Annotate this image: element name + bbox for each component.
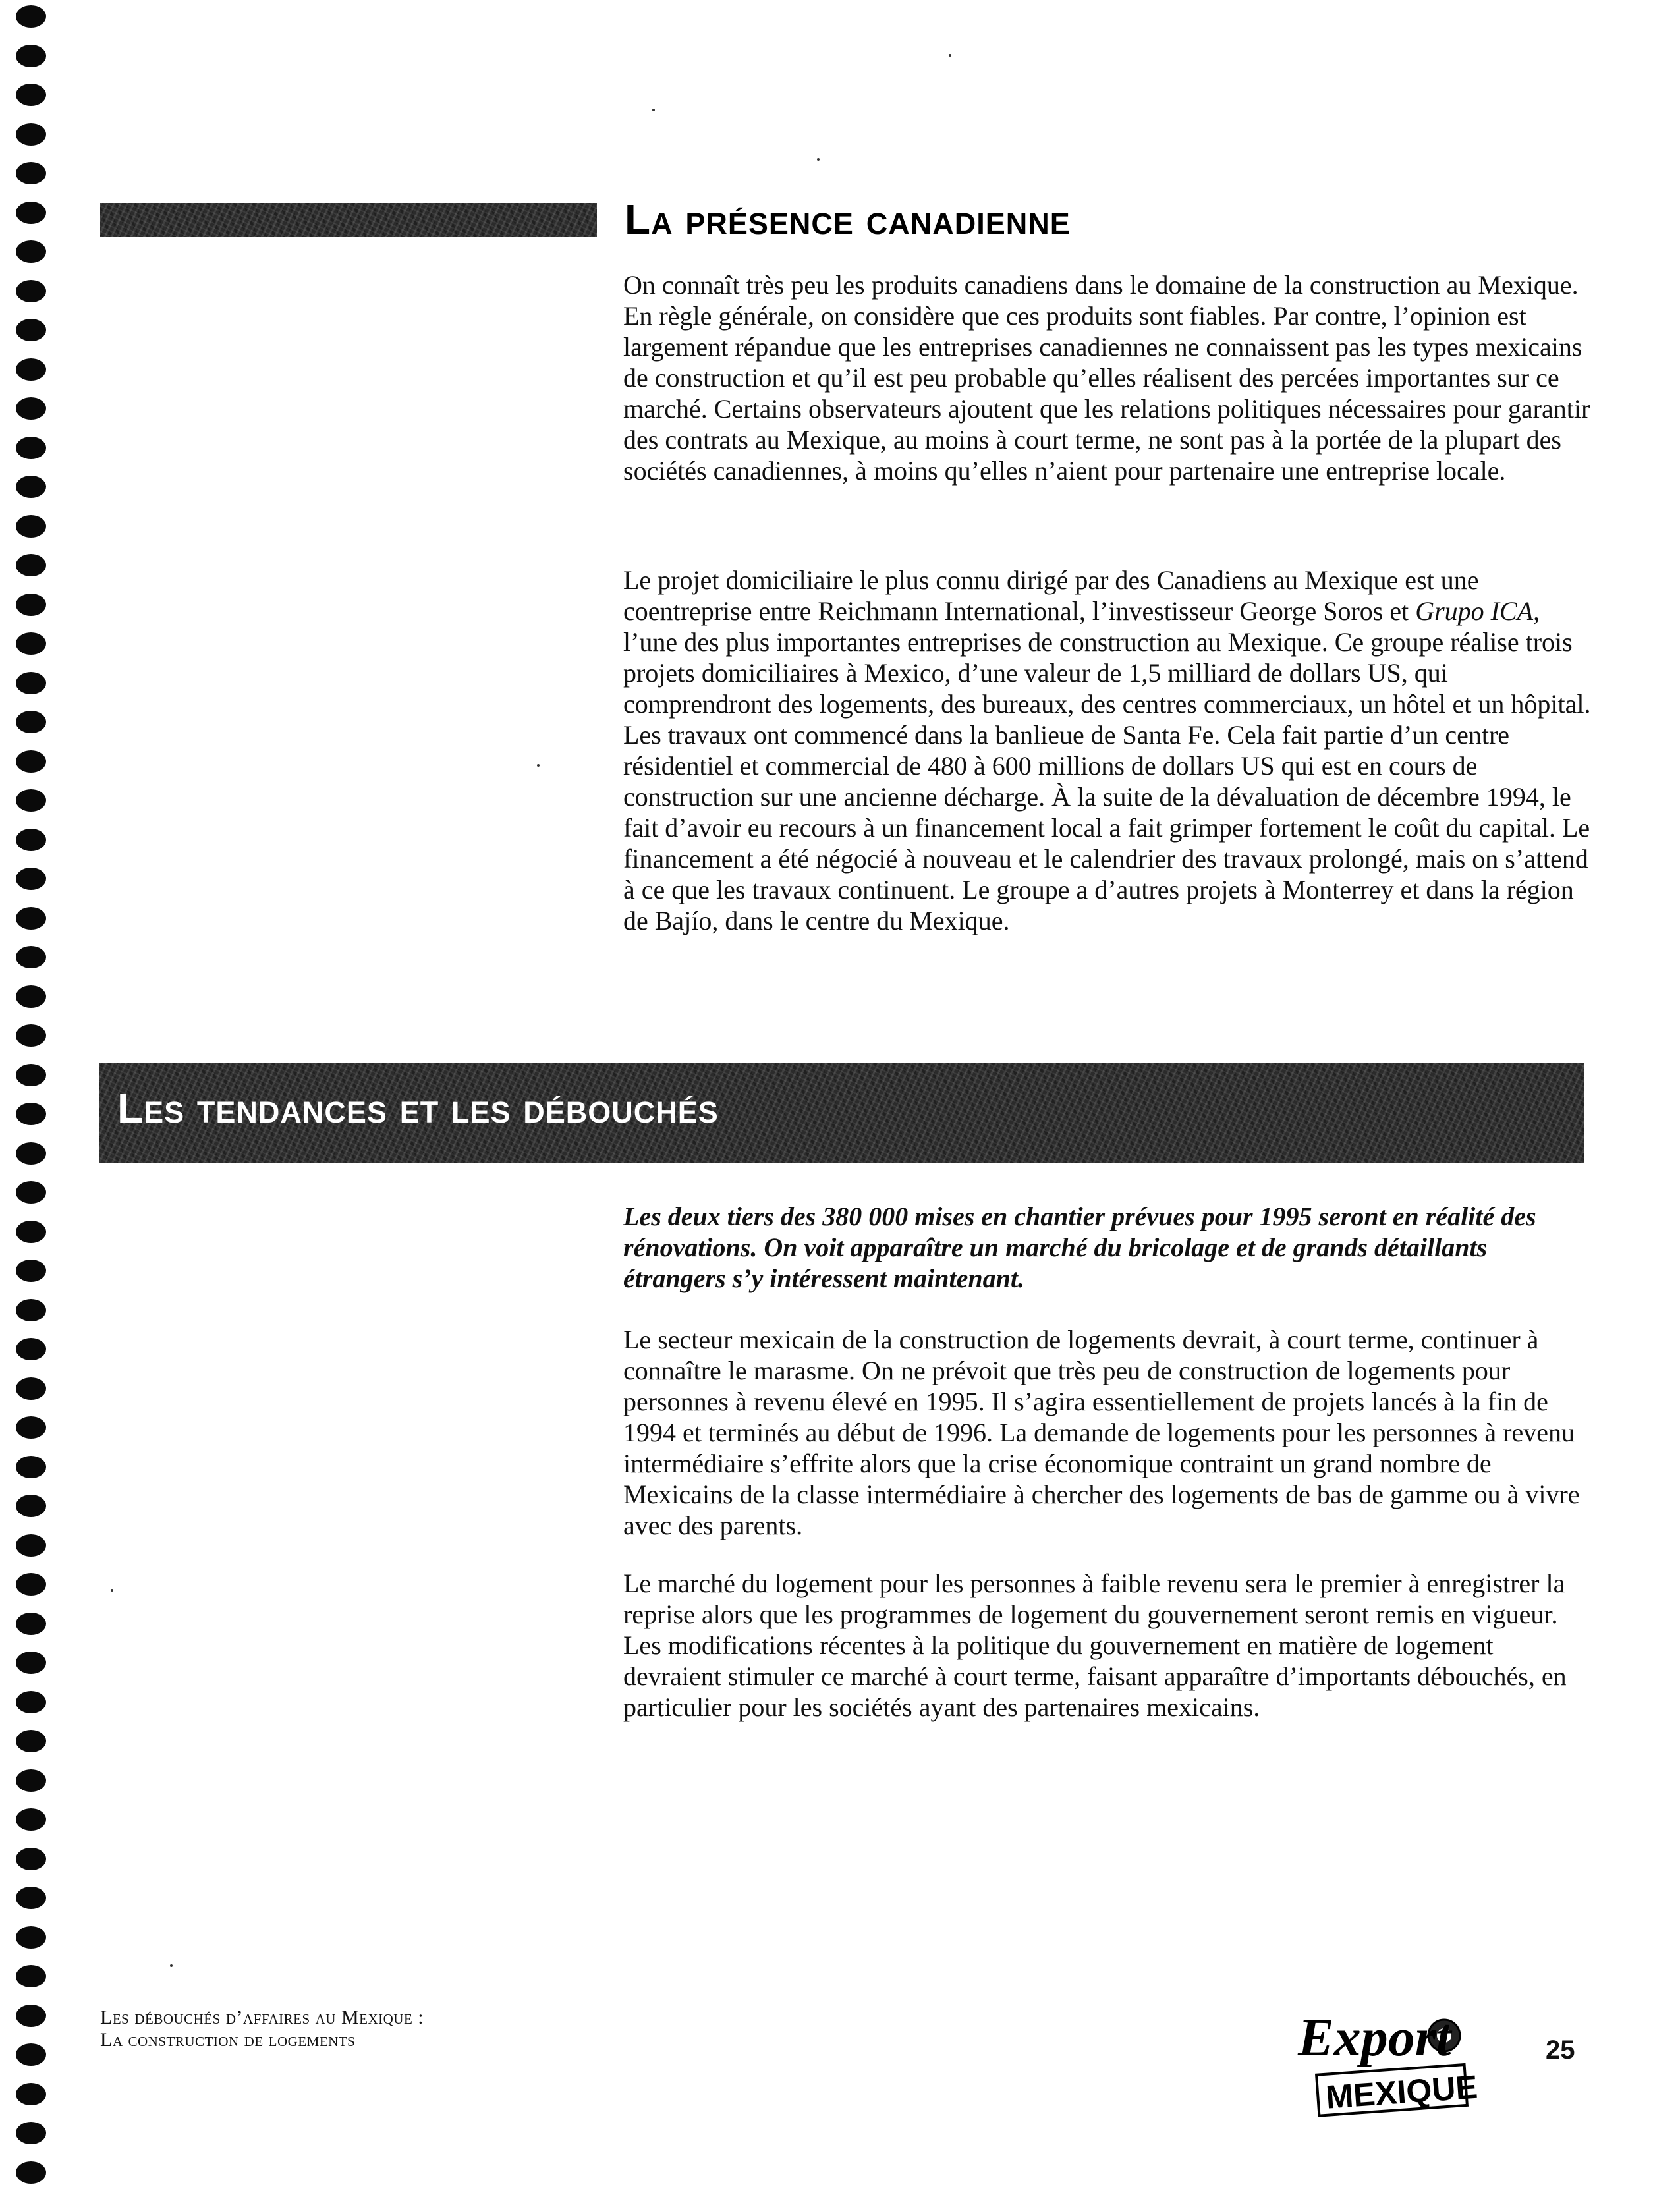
logo-graphic [1291,1996,1489,2121]
binder-hole [16,1456,46,1478]
paragraph: Le secteur mexicain de la construction de logements devrait, à court terme, continuer à connaître le marasme. On ne prévoit que très peu de construction de logements pour personnes à revenu élevé en 1995. Il s’agira essentiellement de projets lancés à la fin de 1994 et terminés au début de 1996. La demande de logements pour les personnes à revenu intermédiaire s’effrite alors que la crise économique contraint un grand nombre de Mexicains de la classe intermédiaire à chercher des logements de bas de gamme ou à vivre avec des parents. [623,1325,1580,1540]
binder-hole [16,202,46,224]
binder-hole [16,1377,46,1400]
binder-hole [16,1848,46,1870]
binder-hole [16,1416,46,1439]
scan-speck [170,1964,173,1967]
page-number: 25 [1546,2036,1575,2065]
binder-hole [16,476,46,498]
paragraph [623,565,1592,936]
binder-hole [16,1691,46,1713]
binder-hole [16,45,46,67]
binder-hole [16,1887,46,1909]
binder-hole [16,1221,46,1243]
scan-speck [111,1589,113,1592]
binder-hole [16,1064,46,1086]
binder-hole [16,1181,46,1204]
company-name-italic: Grupo ICA [1415,596,1534,626]
binder-hole [16,1652,46,1674]
binder-hole [16,750,46,773]
scan-speck [652,109,655,111]
binder-hole [16,319,46,341]
binder-hole [16,1769,46,1792]
binder-hole [16,1495,46,1517]
scan-speck [537,764,540,767]
paragraph: Le marché du logement pour les personnes à faible revenu sera le premier à enregistrer la reprise alors que les programmes de logement du gouvernement seront remis en vigueur. Les modifications récentes à la politique du gouvernement en matière de logement devraient stimuler ce marché à court terme, faisant apparaître d’importants débouchés, en particulier pour les sociétés ayant des partenaires mexicains. [623,1568,1567,1722]
footer-line-2: La construction de logements [100,2029,356,2051]
binder-holes [16,0,49,2193]
binder-hole [16,1926,46,1949]
section-title-presence-canadienne: La présence canadienne [625,196,1071,243]
binder-hole [16,1613,46,1635]
footer-publication-title [100,2007,424,2051]
binder-hole [16,554,46,576]
binder-hole [16,1534,46,1557]
binder-hole [16,358,46,381]
binder-hole [16,1103,46,1125]
binder-hole [16,2005,46,2027]
scan-speck [949,54,951,57]
binder-hole [16,1573,46,1596]
logo-word-mexique: MEXIQUE [1324,2068,1479,2116]
paragraph: On connaît très peu les produits canadiens dans le domaine de la construction au Mexique. En règle générale, on considère que ces produits sont fiables. Par contre, l’opinion est largement répandue que les entreprises canadiennes ne connaissent pas les types mexicains de construction et qu’il est peu probable qu’elles réalisent des percées importantes sur ce marché. Certains observateurs ajoutent que les relations politiques nécessaires pour garantir des contrats au Mexique, au moins à court terme, ne sont pas à la portée de la plupart des sociétés canadiennes, à moins qu’elles n’aient pour partenaire une entreprise locale. [623,270,1590,486]
binder-hole [16,240,46,263]
scan-speck [817,158,820,161]
binder-hole [16,829,46,851]
binder-hole [16,84,46,106]
binder-hole [16,437,46,459]
binder-hole [16,907,46,930]
binder-hole [16,2083,46,2105]
logo-word-export: Export [1298,2007,1451,2067]
binder-hole [16,5,46,28]
binder-hole [16,868,46,890]
binder-hole [16,280,46,302]
binder-hole [16,1260,46,1282]
binder-hole [16,2122,46,2144]
binder-hole [16,1338,46,1360]
binder-hole [16,162,46,184]
binder-hole [16,397,46,420]
paragraph-text: Le projet domiciliaire le plus connu dirigé par des Canadiens au Mexique est une coentreprise entre Reichmann International, l’investisseur George Soros et [623,565,1479,626]
binder-hole [16,123,46,146]
binder-hole [16,672,46,694]
export-mexique-logo [1291,1996,1489,2121]
binder-hole [16,1730,46,1752]
binder-hole [16,946,46,968]
binder-hole [16,2161,46,2184]
paragraph-text: , l’une des plus importantes entreprises de construction au Mexique. Ce groupe réalise trois projets domiciliaires à Mexico, d’une valeur de 1,5 milliard de dollars US, qui comprendront des logements, des bureaux, des centres commerciaux, un hôtel et un hôpital. Les travaux ont commencé dans la banlieue de Santa Fe. Cela fait partie d’un centre résidentiel et commercial de 480 à 600 millions de dollars US qui est en cours de construction sur une ancienne décharge. À la suite de la dévaluation de décembre 1994, le fait d’avoir eu recours à un financement local a fait grimper fortement le coût du capital. Le financement a été négocié à nouveau et le calendrier des travaux prolongé, mais on s’attend à ce que les travaux continuent. Le groupe a d’autres projets à Monterrey et dans la région de Bajío, dans le centre du Mexique. [623,596,1591,935]
binder-hole [16,711,46,733]
binder-hole [16,1965,46,1987]
binder-hole [16,1299,46,1321]
binder-hole [16,1808,46,1831]
binder-hole [16,515,46,538]
section-title-tendances-debouches: Les tendances et les débouchés [117,1084,719,1132]
binder-hole [16,1024,46,1047]
binder-hole [16,632,46,655]
binder-hole [16,594,46,616]
decorative-header-bar [100,203,597,237]
binder-hole [16,985,46,1008]
binder-hole [16,789,46,812]
binder-hole [16,1142,46,1165]
binder-hole [16,2043,46,2066]
footer-line-1: Les débouchés d’affaires au Mexique : [100,2007,424,2028]
lead-paragraph: Les deux tiers des 380 000 mises en chantier prévues pour 1995 seront en réalité des rénovations. On voit apparaître un marché du bricolage et de grands détaillants étrangers s’y intéressent maintenant. [623,1202,1536,1293]
